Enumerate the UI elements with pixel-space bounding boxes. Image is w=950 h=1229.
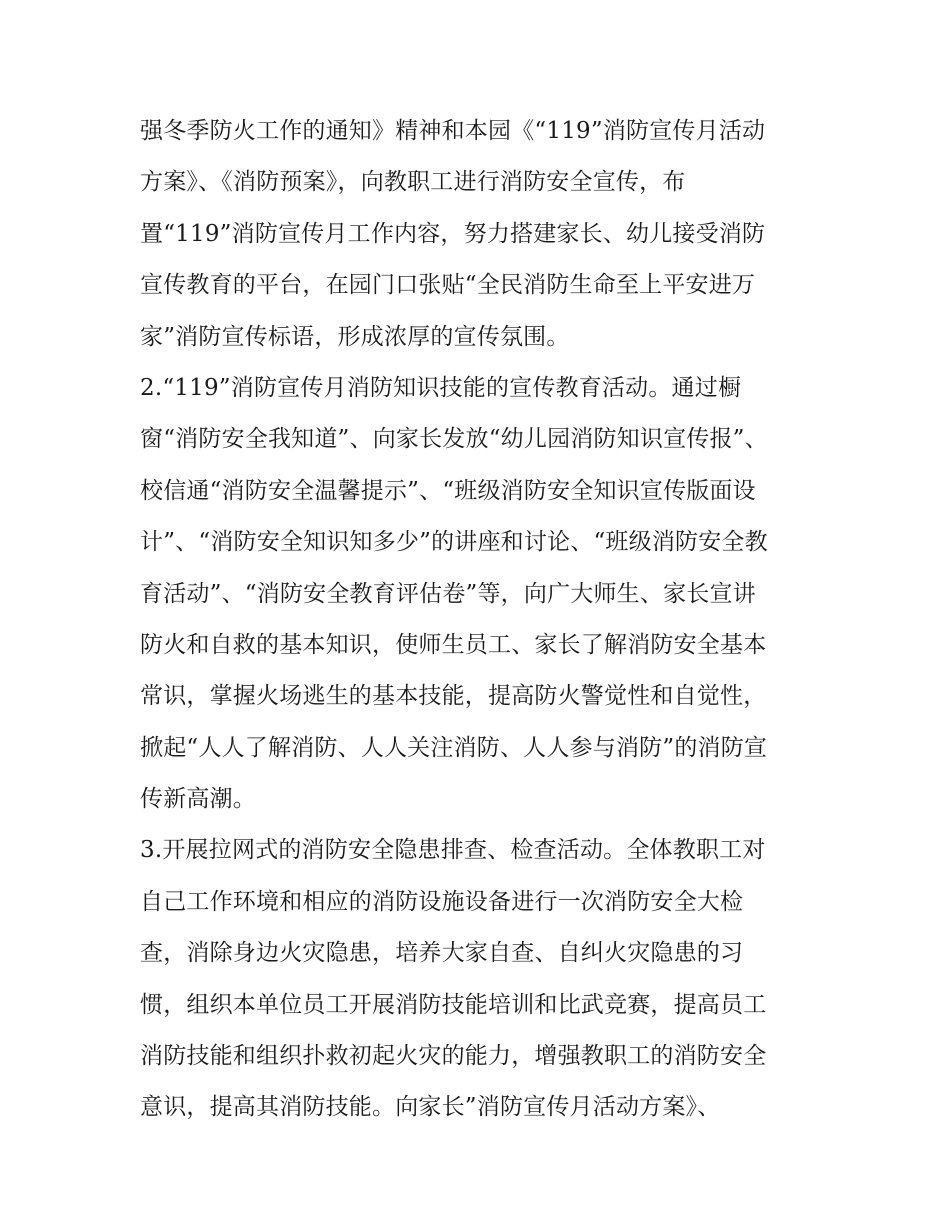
text-line: 3.开展拉网式的消防安全隐患排查、检查活动。全体教职工对 [140, 837, 766, 864]
text-line: 自己工作环境和相应的消防设施设备进行一次消防安全大检 [140, 888, 744, 915]
text-line: 置“119”消防宣传月工作内容，努力搭建家长、幼儿接受消防 [140, 220, 766, 247]
text-line: 防火和自救的基本知识，使师生员工、家长了解消防安全基本 [140, 631, 767, 658]
text-line: 意识，提高其消防技能。向家长”消防宣传月活动方案》、 [140, 1094, 721, 1121]
text-line: 掀起“人人了解消防、人人关注消防、人人参与消防”的消防宣 [140, 734, 768, 761]
text-line: 常识，掌握火场逃生的基本技能，提高防火警觉性和自觉性， [140, 683, 767, 710]
text-line: 窗“消防安全我知道”、向家长发放“幼儿园消防知识宣传报”、 [140, 426, 768, 453]
text-line: 方案》、《消防预案》，向教职工进行消防安全宣传，布 [140, 169, 686, 196]
text-line: 宣传教育的平台，在园门口张贴“全民消防生命至上平安进万 [140, 272, 756, 299]
text-line: 校信通“消防安全温馨提示”、“班级消防安全知识宣传版面设 [140, 477, 756, 504]
text-line: 育活动”、“消防安全教育评估卷”等，向广大师生、家长宣讲 [140, 580, 756, 607]
text-line: 家”消防宣传标语，形成浓厚的宣传氛围。 [140, 323, 570, 350]
text-line: 2.“119”消防宣传月消防知识技能的宣传教育活动。通过橱 [140, 374, 742, 401]
text-line: 消防技能和组织扑救初起火灾的能力，增强教职工的消防安全 [140, 1043, 767, 1070]
text-line: 强冬季防火工作的通知》精神和本园《“119”消防宣传月活动 [140, 118, 766, 144]
text-line: 计”、“消防安全知识知多少”的讲座和讨论、“班级消防安全教 [140, 529, 768, 556]
text-line: 查，消除身边火灾隐患，培养大家自查、自纠火灾隐患的习 [140, 940, 744, 967]
text-line: 传新高潮。 [140, 786, 256, 813]
text-line: 惯，组织本单位员工开展消防技能培训和比武竞赛，提高员工 [140, 991, 767, 1018]
body-text [140, 106, 830, 1134]
